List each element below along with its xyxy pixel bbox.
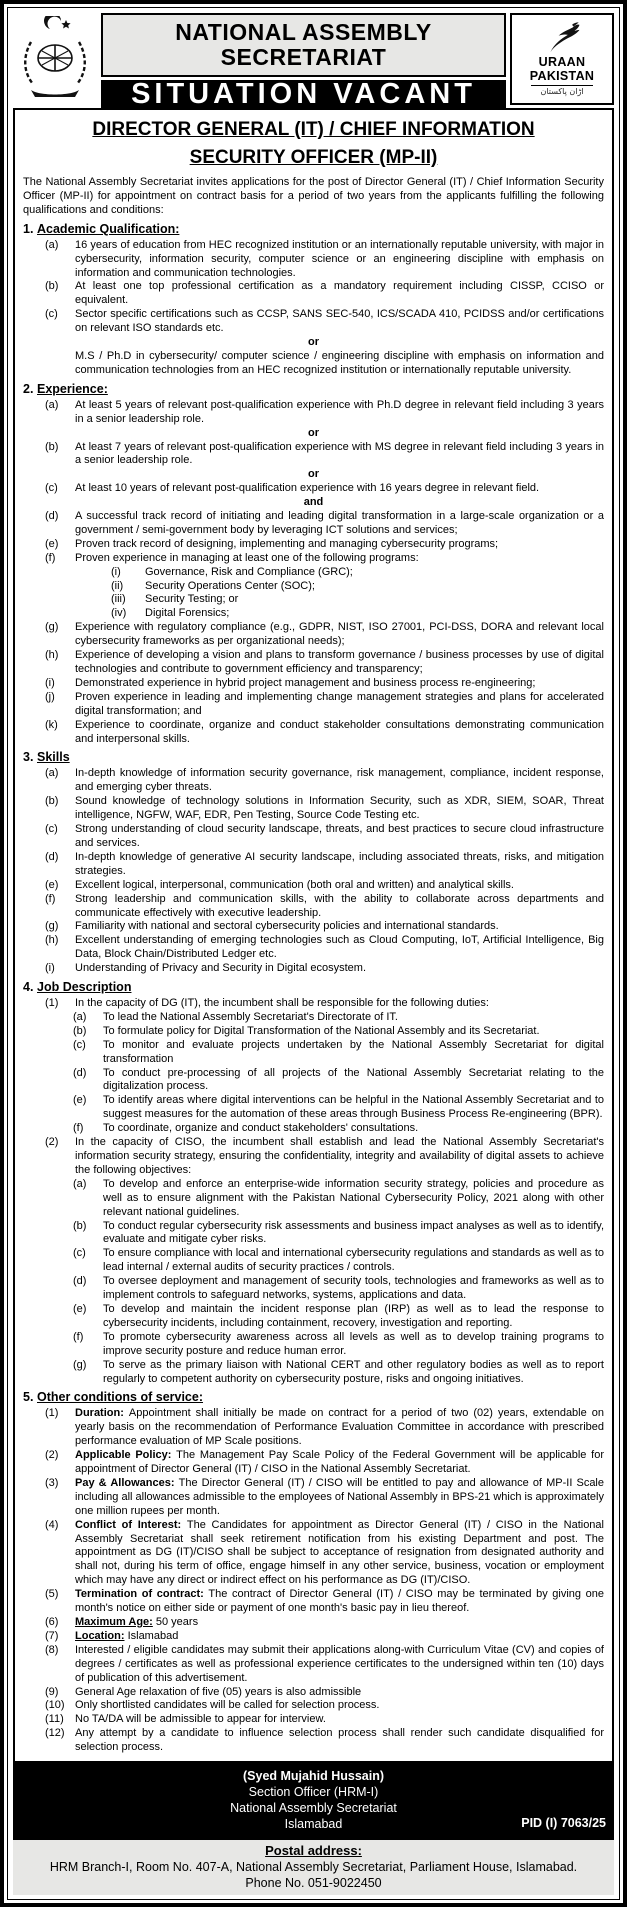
list-item: (i) Demonstrated experience in hybrid project management and business process re-engineering; [45,676,536,689]
list-item: (e) Proven track record of designing, implementing and managing cybersecurity programs; [45,537,499,550]
list-item: (11) No TA/DA will be admissible to appear for interview. [45,1713,326,1726]
content-blocks [23,176,604,1755]
header-titles [101,13,506,110]
list-item: (8) Interested / eligible candidates may submit their applications along-with Curriculum Vitae (CV) and copies of degrees / certificates as well as professional experience certificates to the undersigned within ten (10) days of publication of this advertisement. [45,1643,604,1684]
post-title-line1: DIRECTOR GENERAL (IT) / CHIEF INFORMATION [92,119,535,140]
intro-paragraph: The National Assembly Secretariat invites applications for the post of Director General (IT) / Chief Information Security Officer (MP-II) for appointment on contract basis for a period of two years from the applicants fulfilling the following qualifications and conditions: [23,176,604,216]
list-item: (5) Termination of contract: The contract of Director General (IT) / CISO may be terminated by giving one month's notice on either side or payment of one month's basic pay in lieu thereof. [45,1588,605,1615]
list-item: (e) Excellent logical, interpersonal, communication (both oral and written) and analytical skills. [45,878,514,891]
list-item: (c) To monitor and evaluate projects undertaken by the National Assembly Secretariat for digital transformation [73,1038,604,1065]
list-item: (b) At least one top professional certification as a mandatory requirement including CISSP, CCISO or equivalent. [45,280,604,307]
signatory-designation: Section Officer (HRM-I) [248,1785,379,1800]
list-item: (a) 16 years of education from HEC recognized institution or an internationally reputable university, with major in cybersecurity, information security, computer science or an engineering discipline with emphasis on information and communication technologies. [45,238,604,279]
post-title-line2: SECURITY OFFICER (MP-II) [189,147,438,168]
section-heading: 2. Experience: [23,381,108,396]
uraan-pakistan-logo [510,13,614,105]
list-item: (c) Sector specific certifications such as CCSP, SANS SEC-540, ICS/SCADA 410, PCIDSS and/or certifications on relevant ISO standards etc. [45,308,604,335]
advertisement-inner [7,7,620,1900]
list-item: (2) Applicable Policy: The Management Pay Scale Policy of the Federal Government will be applicable for appointment of Director General (IT) / CISO in the National Assembly Secretariat. [45,1449,604,1476]
list-item: (e) To identify areas where digital interventions can be helpful in the National Assembly Secretariat and to suggest measures for the automation of these areas through Business Process Re-engineering (BPR). [73,1094,604,1121]
list-item: (a) To lead the National Assembly Secretariat's Directorate of IT. [73,1010,398,1023]
list-item: (3) Pay & Allowances: The Director General (IT) / CISO will be entitled to pay and allowance of MP-II Scale including all allowances admissible to the employees of National Assembly in BPS-21 which is approximately one million rupees per month. [45,1476,604,1517]
signatory-name: (Syed Mujahid Hussain) [243,1769,384,1784]
list-item: (c) At least 10 years of relevant post-qualification experience with 16 years degree in relevant field. [45,482,540,495]
list-item: (b) To formulate policy for Digital Transformation of the National Assembly and its Secretariat. [73,1024,540,1037]
list-item: (a) In-depth knowledge of information security governance, risk management, compliance, incident response, and emerging cyber threats. [45,767,604,794]
list-item: (g) To serve as the primary liaison with National CERT and other regulatory bodies as well as to report regularly to competent authority on cybersecurity posture, risks and ongoing initiatives. [73,1358,604,1385]
list-item: (b) At least 7 years of relevant post-qualification experience with MS degree in relevant field including 3 years in a senior leadership role. [45,440,604,467]
pid-number: PID (I) 7063/25 [521,1816,606,1831]
list-item: (d) To conduct pre-processing of all projects of the National Assembly Secretariat relating to the digitalization process. [73,1066,604,1093]
list-item: (12) Any attempt by a candidate to influence selection process shall render such candidate disqualified for selection process. [45,1727,604,1754]
list-item: (d) In-depth knowledge of generative AI security landscape, including associated threats, risks, and mitigation strategies. [45,850,604,877]
list-item: (9) General Age relaxation of five (05) years is also admissible [45,1685,362,1698]
connector-word: or [308,336,319,349]
list-item: (c) To ensure compliance with local and international cybersecurity regulations and standards as well as to lead internal / external audits of security practices / controls. [73,1247,604,1274]
list-item: (ii) Security Operations Center (SOC); [111,579,315,592]
list-item: (a) At least 5 years of relevant post-qualification experience with Ph.D degree in relevant field including 3 years in a senior leadership role. [45,398,604,425]
situation-vacant-banner: SITUATION VACANT [101,80,506,109]
list-item: (f) Strong leadership and communication skills, with the ability to collaborate across departments and communicate effectively with executive leadership. [45,892,604,919]
section-heading: 4. Job Description [23,980,132,995]
list-item: (f) Proven experience in managing at least one of the following programs: [45,551,419,564]
list-item: (4) Conflict of Interest: The Candidates for appointment as Director General (IT) / CISO in the National Assembly Secretariat shall seek retirement notification from his existing Department and post. The appointment as DG (IT)/CISO shall be subject to acceptance of resignation from designated authority and shall not, during his term of office, engage himself in any other service, business, vocation or employment which may have any direct or indirect effect on his performance as DG (IT)/CISO. [45,1518,604,1587]
postal-address-block [13,1838,614,1895]
postal-phone: Phone No. 051-9022450 [245,1876,382,1891]
list-item: (e) To develop and maintain the incident response plan (IRP) as well as to lead the response to cybersecurity incidents, including containment, recovery, investigation and reporting. [73,1302,604,1329]
list-item: (a) To develop and enforce an enterprise-wide information security strategy, policies and procedure as well as to ensure alignment with the Pakistan National Cybersecurity Policy, 2021 along with other relevant national guidelines. [73,1177,604,1218]
list-item: (iii) Security Testing; or [111,593,239,606]
section-heading: 1. Academic Qualification: [23,221,180,236]
content-box [13,108,614,1763]
postal-address-heading: Postal address: [265,1843,362,1859]
list-item: (f) To promote cybersecurity awareness across all levels as well as to develop training programs to improve security posture and reduce human error. [73,1330,604,1357]
list-item: (d) A successful track record of initiating and leading digital transformation in a large-scale organization or a government / semi-government body by leveraging ICT solutions and services; [45,510,604,536]
section-heading: 5. Other conditions of service: [23,1390,204,1405]
list-item: (g) Familiarity with national and sectoral cybersecurity policies and international standards. [45,920,499,933]
uraan-bird-icon [542,22,582,56]
signature-block [13,1763,614,1838]
list-item: (10) Only shortlisted candidates will be called for selection process. [45,1699,380,1712]
list-item: (g) Experience with regulatory compliance (e.g., GDPR, NIST, ISO 27001, PCI-DSS, DORA and relevant local cybersecurity frameworks as per organizational needs); [45,621,604,648]
list-item: (h) Experience of developing a vision and plans to transform governance / business processes by use of digital technologies and contribute to government efficiency and transparency; [45,649,604,675]
list-item: (j) Proven experience in leading and implementing change management strategies and plans for accelerated digital transformation; and [45,690,604,717]
logo-urdu-caption: اڑان پاکستان [531,85,593,96]
list-item: (f) To coordinate, organize and conduct stakeholders' consultations. [73,1122,419,1135]
list-item: (2) In the capacity of CISO, the incumbent shall establish and lead the National Assembly Secretariat's information security strategy, ensuring the confidentiality, integrity and availability of digital assets to achieve the following objectives: [45,1136,604,1176]
connector-word: or [308,426,319,439]
postal-address-line: HRM Branch-I, Room No. 407-A, National Assembly Secretariat, Parliament House, Islamabad. [49,1860,578,1875]
list-item: (k) Experience to coordinate, organize and conduct stakeholder consultations demonstrating communication and interpersonal skills. [45,718,604,745]
signatory-city: Islamabad [284,1817,343,1832]
list-item: (6) Maximum Age: 50 years [45,1616,199,1628]
list-item: (b) To conduct regular cybersecurity risk assessments and business impact analyses as well as to identify, evaluate and mitigate cyber risks. [73,1219,604,1246]
list-item: (i) Understanding of Privacy and Security in Digital ecosystem. [45,962,367,975]
list-item: (1) Duration: Appointment shall initially be made on contract for a period of two (02) years, extendable on yearly basis on the recommendation of Performance Evaluation Committee in accordance with prescribed performance evaluation of MP Scale positions. [45,1407,604,1448]
list-item: (d) To oversee deployment and management of security tools, technologies and frameworks as well as to implement controls to safeguard networks, systems, applications and data. [73,1275,604,1302]
connector-word: and [303,496,324,509]
indented-paragraph: M.S / Ph.D in cybersecurity/ computer science / engineering discipline with emphasis on information and communication technologies from an HEC recognized institution or internationally reputable university. [75,349,604,376]
logo-word-pakistan: PAKISTAN [529,68,595,83]
list-item: (h) Excellent understanding of emerging technologies such as Cloud Computing, IoT, Artificial Intelligence, Big Data, Block Chain/Distributed Ledger etc. [45,934,604,961]
list-item: (1) In the capacity of DG (IT), the incumbent shall be responsible for the following duties: [45,997,489,1010]
list-item: (i) Governance, Risk and Compliance (GRC); [111,565,353,578]
list-item: (7) Location: Islamabad [45,1629,179,1642]
section-heading: 3. Skills [23,750,70,765]
list-item: (iv) Digital Forensics; [111,607,230,620]
header [13,13,614,110]
list-item: (b) Sound knowledge of technology solutions in Information Security, such as XDR, SIEM, SOAR, Threat intelligence, NGFW, WAF, EDR, Pen Testing, Source Code Testing etc. [45,795,604,822]
logo-word-uraan: URAAN [538,55,586,70]
connector-word: or [308,468,319,481]
signatory-organization: National Assembly Secretariat [230,1801,397,1816]
pakistan-emblem-icon [13,13,97,105]
organization-title: NATIONAL ASSEMBLY SECRETARIAT [101,13,506,77]
list-item: (c) Strong understanding of cloud security landscape, threats, and best practices to secure cloud infrastructure and services. [45,823,604,849]
